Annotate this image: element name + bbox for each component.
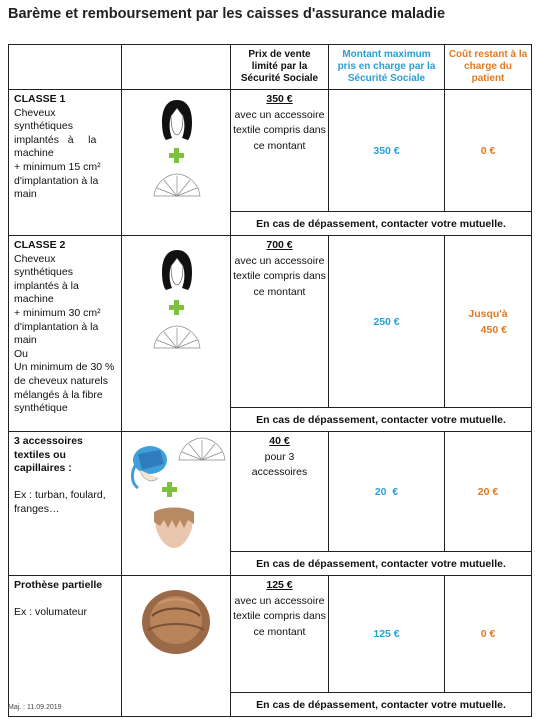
row-price-text: avec un accessoire textile compris dans ce montant (233, 108, 326, 152)
row-images (122, 236, 231, 432)
table-row (9, 576, 532, 693)
plus-icon (169, 148, 184, 163)
row-name: CLASSE 2 (14, 239, 66, 251)
plus-icon (162, 482, 177, 497)
wig-illustration (122, 236, 231, 426)
row-price-text: pour 3 accessoires (251, 450, 308, 478)
row-max-amount: 350 € (329, 90, 445, 212)
row-price-cell (231, 90, 329, 212)
volumizer-illustration (122, 576, 231, 711)
table-row (9, 236, 532, 408)
row-images (122, 432, 231, 576)
row-max-amount: 250 € (329, 236, 445, 408)
table-row (9, 432, 532, 552)
overflow-note: En cas de dépassement, contacter votre mutuelle. (231, 552, 532, 576)
row-price-text: avec un accessoire textile compris dans ce montant (233, 594, 326, 638)
row-name: 3 accessoires textiles ou capillaires : (14, 435, 83, 475)
row-name: CLASSE 1 (14, 93, 66, 105)
row-description (9, 236, 122, 432)
row-price-text: avec un accessoire textile compris dans ce montant (233, 254, 326, 298)
update-date: Maj. : 11.09.2019 (8, 704, 62, 711)
row-price-cell (231, 236, 329, 408)
header-price: Prix de vente limité par la Sécurité Sociale (231, 45, 329, 90)
overflow-note: En cas de dépassement, contacter votre mutuelle. (231, 212, 532, 236)
table-row (9, 90, 532, 212)
row-desc-text: Cheveux synthétiques implantés à la machine + minimum 15 cm² d'implantation à la main (14, 106, 101, 201)
row-price-cell (231, 432, 329, 552)
wig-icon (162, 100, 192, 140)
turban-icon (132, 446, 167, 488)
row-price: 350 € (266, 93, 293, 105)
headband-icon (154, 326, 200, 348)
row-desc-text: Ex : volumateur (14, 606, 87, 619)
plus-icon (169, 300, 184, 315)
row-images (122, 90, 231, 236)
row-description (9, 432, 122, 576)
row-max-amount: 125 € (329, 576, 445, 693)
row-desc-text: Cheveux synthétiques implantés à la machine + minimum 30 cm² d'implantation à la main Ou Un minimum de 30 % de cheveux naturels mélangés à la fibre synthétique (14, 252, 115, 415)
overflow-note: En cas de dépassement, contacter votre mutuelle. (231, 408, 532, 432)
row-remaining-cost: 0 € (445, 90, 532, 212)
row-desc-text: Ex : turban, foulard, franges… (14, 489, 106, 515)
row-price: 40 € (269, 435, 290, 447)
table-header-row (9, 45, 532, 90)
header-remaining-cost: Coût restant à la charge du patient (445, 45, 532, 90)
wig-icon (162, 250, 192, 290)
volumizer-icon (142, 590, 210, 654)
header-empty-1 (9, 45, 122, 90)
row-remaining-cost: 20 € (445, 432, 532, 552)
overflow-note: En cas de dépassement, contacter votre mutuelle. (231, 693, 532, 717)
row-images (122, 576, 231, 717)
row-description (9, 576, 122, 717)
header-max-amount: Montant maximum pris en charge par la Sécurité Sociale (329, 45, 445, 90)
reimbursement-table (8, 44, 532, 717)
accessories-illustration (122, 432, 231, 570)
row-description (9, 90, 122, 236)
wig-illustration (122, 90, 231, 230)
row-max-amount: 20 € (329, 432, 445, 552)
headband-icon (154, 174, 200, 196)
row-name: Prothèse partielle (14, 579, 103, 591)
fringe-icon (154, 508, 194, 549)
page-title: Barème et remboursement par les caisses d'assurance maladie (8, 6, 446, 22)
header-empty-2 (122, 45, 231, 90)
headband-icon (179, 438, 225, 460)
row-price-cell (231, 576, 329, 693)
row-remaining-cost: 0 € (445, 576, 532, 693)
row-price: 700 € (266, 239, 293, 251)
row-remaining-cost: Jusqu'à 450 € (445, 236, 532, 408)
row-price: 125 € (266, 579, 293, 591)
